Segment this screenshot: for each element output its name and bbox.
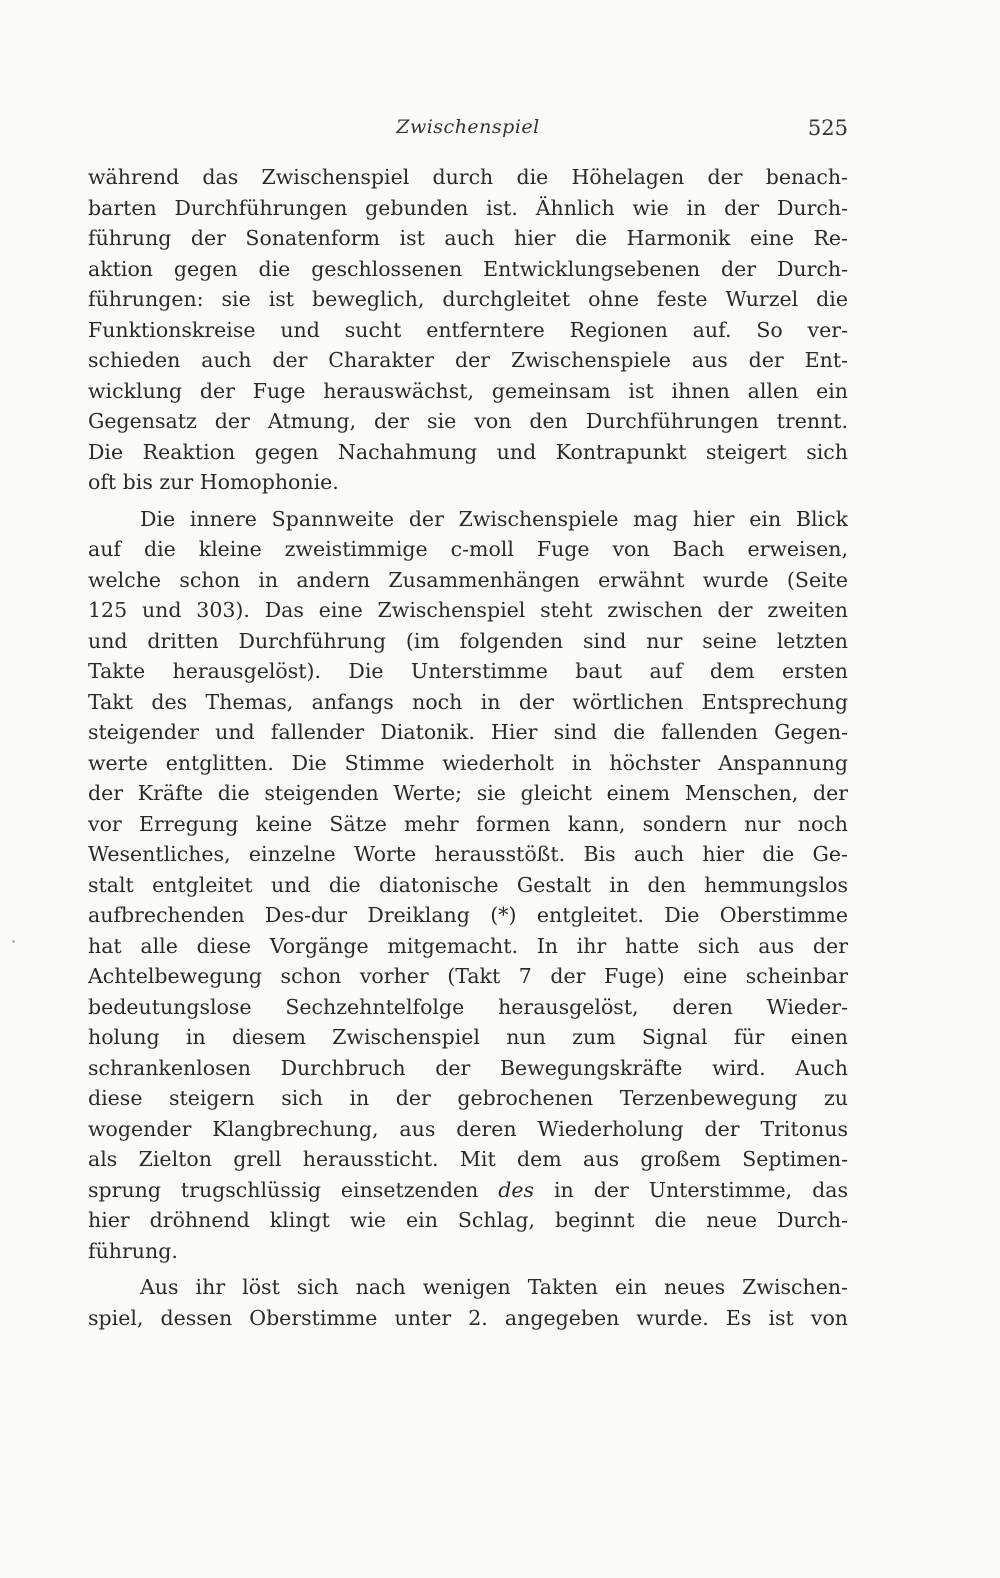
- text-line: schrankenlosen Durchbruch der Bewegungskräfte wird. Auch: [88, 1055, 848, 1080]
- text-line: während das Zwischenspiel durch die Höhelagen der benach-: [88, 165, 848, 189]
- text-line: welche schon in andern Zusammenhängen erwähnt wurde (Seite: [88, 567, 848, 592]
- text-line: aktion gegen die geschlossenen Entwicklungsebenen der Durch-: [88, 256, 848, 281]
- running-title: Zwischenspiel: [396, 116, 540, 138]
- text-line: Gegensatz der Atmung, der sie von den Durchführungen trennt.: [88, 409, 848, 433]
- paragraph: [88, 504, 848, 1267]
- text-line: sprung trugschlüssig einsetzenden des in der Unterstimme, das: [88, 1177, 848, 1202]
- text-line: Wesentliches, einzelne Worte herausstößt. Bis auch hier die Ge-: [88, 842, 848, 866]
- text-line: Takte herausgelöst). Die Unterstimme baut auf dem ersten: [88, 659, 848, 683]
- text-line: als Zielton grell heraussticht. Mit dem aus großem Septimen-: [88, 1147, 848, 1171]
- page-number: 525: [807, 116, 848, 140]
- margin-speck: [12, 940, 15, 943]
- text-line: holung in diesem Zwischenspiel nun zum Signal für einen: [88, 1025, 848, 1049]
- text-line: Die Reaktion gegen Nachahmung und Kontrapunkt steigert sich: [88, 439, 848, 464]
- text-line: aufbrechenden Des-dur Dreiklang (*) entgleitet. Die Oberstimme: [88, 903, 848, 927]
- text-line: und dritten Durchführung (im folgenden sind nur seine letzten: [88, 628, 848, 653]
- text-line: wicklung der Fuge herauswächst, gemeinsam ist ihnen allen ein: [88, 378, 848, 403]
- text-line: steigender und fallender Diatonik. Hier sind die fallenden Gegen-: [88, 720, 848, 744]
- text-line: spiel, dessen Oberstimme unter 2. angegeben wurde. Es ist von: [88, 1305, 848, 1330]
- text-line: diese steigern sich in der gebrochenen Terzenbewegung zu: [88, 1086, 848, 1110]
- text-line: der Kräfte die steigenden Werte; sie gleicht einem Menschen, der: [88, 781, 848, 805]
- text-line: Takt des Themas, anfangs noch in der wörtlichen Entsprechung: [88, 689, 848, 714]
- text-line: Funktionskreise und sucht entferntere Regionen auf. So ver-: [88, 317, 848, 342]
- text-line: wogender Klangbrechung, aus deren Wiederholung der Tritonus: [88, 1116, 848, 1141]
- text-line: stalt entgleitet und die diatonische Gestalt in den hemmungslos: [88, 872, 848, 897]
- text-line: auf die kleine zweistimmige c-moll Fuge von Bach erweisen,: [88, 537, 848, 561]
- text-line: hat alle diese Vorgänge mitgemacht. In ihr hatte sich aus der: [88, 933, 848, 958]
- text-line: vor Erregung keine Sätze mehr formen kann, sondern nur noch: [88, 811, 848, 836]
- text-line: Achtelbewegung schon vorher (Takt 7 der Fuge) eine scheinbar: [88, 964, 848, 988]
- paragraph: [88, 1272, 848, 1333]
- text-line: schieden auch der Charakter der Zwischenspiele aus der Ent-: [88, 348, 848, 372]
- text-line: führung.: [88, 1238, 178, 1263]
- paragraph: [88, 162, 848, 498]
- text-line: hier dröhnend klingt wie ein Schlag, beginnt die neue Durch-: [88, 1208, 848, 1232]
- text-line: werte entglitten. Die Stimme wiederholt in höchster Anspannung: [88, 750, 848, 775]
- note-name: des: [498, 1177, 535, 1202]
- text-line: barten Durchführungen gebunden ist. Ähnlich wie in der Durch-: [88, 195, 848, 220]
- text-line: Aus ihr löst sich nach wenigen Takten ein neues Zwischen-: [140, 1275, 848, 1299]
- running-head: [88, 116, 848, 146]
- text-line: führungen: sie ist beweglich, durchgleitet ohne feste Wurzel die: [88, 287, 848, 311]
- text-line: bedeutungslose Sechzehntelfolge herausgelöst, deren Wieder-: [88, 994, 848, 1019]
- text-line: Die innere Spannweite der Zwischenspiele mag hier ein Blick: [140, 506, 848, 531]
- text-line: führung der Sonatenform ist auch hier die Harmonik eine Re-: [88, 226, 848, 250]
- text-line: 125 und 303). Das eine Zwischenspiel steht zwischen der zweiten: [88, 598, 848, 622]
- body-text: [88, 162, 848, 1333]
- text-line: oft bis zur Homophonie.: [88, 470, 339, 494]
